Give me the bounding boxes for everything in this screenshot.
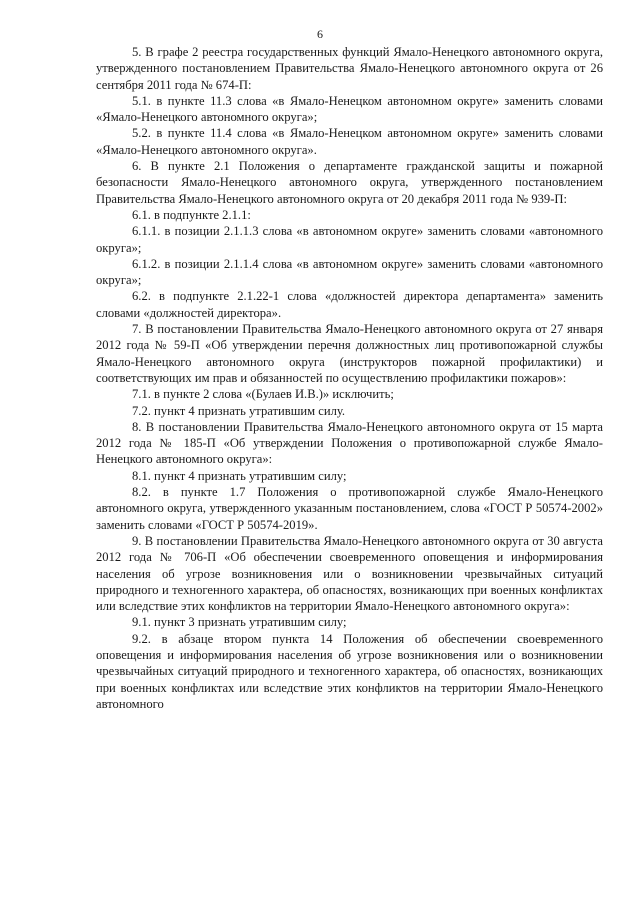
paragraph-6: 6. В пункте 2.1 Положения о департаменте гражданской защиты и пожарной безопасности Ямало-Ненецкого автономного округа, утвержденного постановлением Правительства Ямало-Ненецкого автономного округа от 20 декабря 2011 года № 939-П:	[96, 159, 603, 206]
paragraph-9-1: 9.1. пункт 3 признать утратившим силу;	[132, 615, 347, 630]
paragraph-6-1: 6.1. в подпункте 2.1.1:	[132, 207, 251, 222]
paragraph-6-1-1: 6.1.1. в позиции 2.1.1.3 слова «в автономном округе» заменить словами «автономного округа»;	[96, 224, 603, 255]
paragraph-5-1: 5.1. в пункте 11.3 слова «в Ямало-Ненецком автономном округе» заменить словами «Ямало-Ненецкого автономного округа»;	[96, 93, 603, 125]
paragraph-7: 7. В постановлении Правительства Ямало-Ненецкого автономного округа от 27 января 2012 года № 59-П «Об утверждении перечня должностных лиц противопожарной службы Ямало-Ненецкого автономного округа (инструкторов пожарной профилактики) и соответствующих им прав и обязанностей по осуществлению профилактики пожаров»:	[96, 322, 603, 385]
page-number: 6	[317, 27, 323, 41]
paragraph-8-1: 8.1. пункт 4 признать утратившим силу;	[132, 468, 347, 483]
paragraph-9-2: 9.2. в абзаце втором пункта 14 Положения об обеспечении своевременного оповещения и информирования населения об угрозе возникновения или о возникновении чрезвычайных ситуаций природного и техногенного характера, об опасностях, возникающих при военных конфликтах или вследствие этих конфликтов на территории Ямало-Ненецкого автономного	[96, 631, 603, 711]
paragraph-8-2: 8.2. в пункте 1.7 Положения о противопожарной службе Ямало-Ненецкого автономного округа, утвержденного указанным постановлением, слова «ГОСТ Р 50574-2002» заменить словами «ГОСТ Р 50574-2019».	[96, 485, 603, 532]
paragraph-9: 9. В постановлении Правительства Ямало-Ненецкого автономного округа от 30 августа 2012 года № 706-П «Об обеспечении своевременного оповещения и информирования населения об угрозе возникновения или о возникновении чрезвычайных ситуаций природного и техногенного характера, об опасностях, возникающих при военных конфликтах или вследствие этих конфликтов на территории Ямало-Ненецкого автономного округа»:	[96, 533, 603, 614]
paragraph-5-2: 5.2. в пункте 11.4 слова «в Ямало-Ненецком автономном округе» заменить словами «Ямало-Ненецкого автономного округа».	[96, 126, 603, 157]
paragraph-5: 5. В графе 2 реестра государственных функций Ямало-Ненецкого автономного округа, утвержденного постановлением Правительства Ямало-Ненецкого автономного округа от 26 сентября 2011 года № 674-П:	[96, 45, 603, 92]
document-body	[96, 44, 603, 712]
paragraph-8: 8. В постановлении Правительства Ямало-Ненецкого автономного округа от 15 марта 2012 года № 185-П «Об утверждении Положения о противопожарной службе Ямало-Ненецкого автономного округа»:	[96, 419, 603, 467]
paragraph-6-1-2: 6.1.2. в позиции 2.1.1.4 слова «в автономном округе» заменить словами «автономного округа»;	[96, 256, 603, 288]
paragraph-7-2: 7.2. пункт 4 признать утратившим силу.	[132, 403, 346, 418]
paragraph-7-1: 7.1. в пункте 2 слова «(Булаев И.В.)» исключить;	[132, 387, 394, 402]
paragraph-6-2: 6.2. в подпункте 2.1.22-1 слова «должностей директора департамента» заменить словами «должностей директора».	[96, 289, 603, 320]
